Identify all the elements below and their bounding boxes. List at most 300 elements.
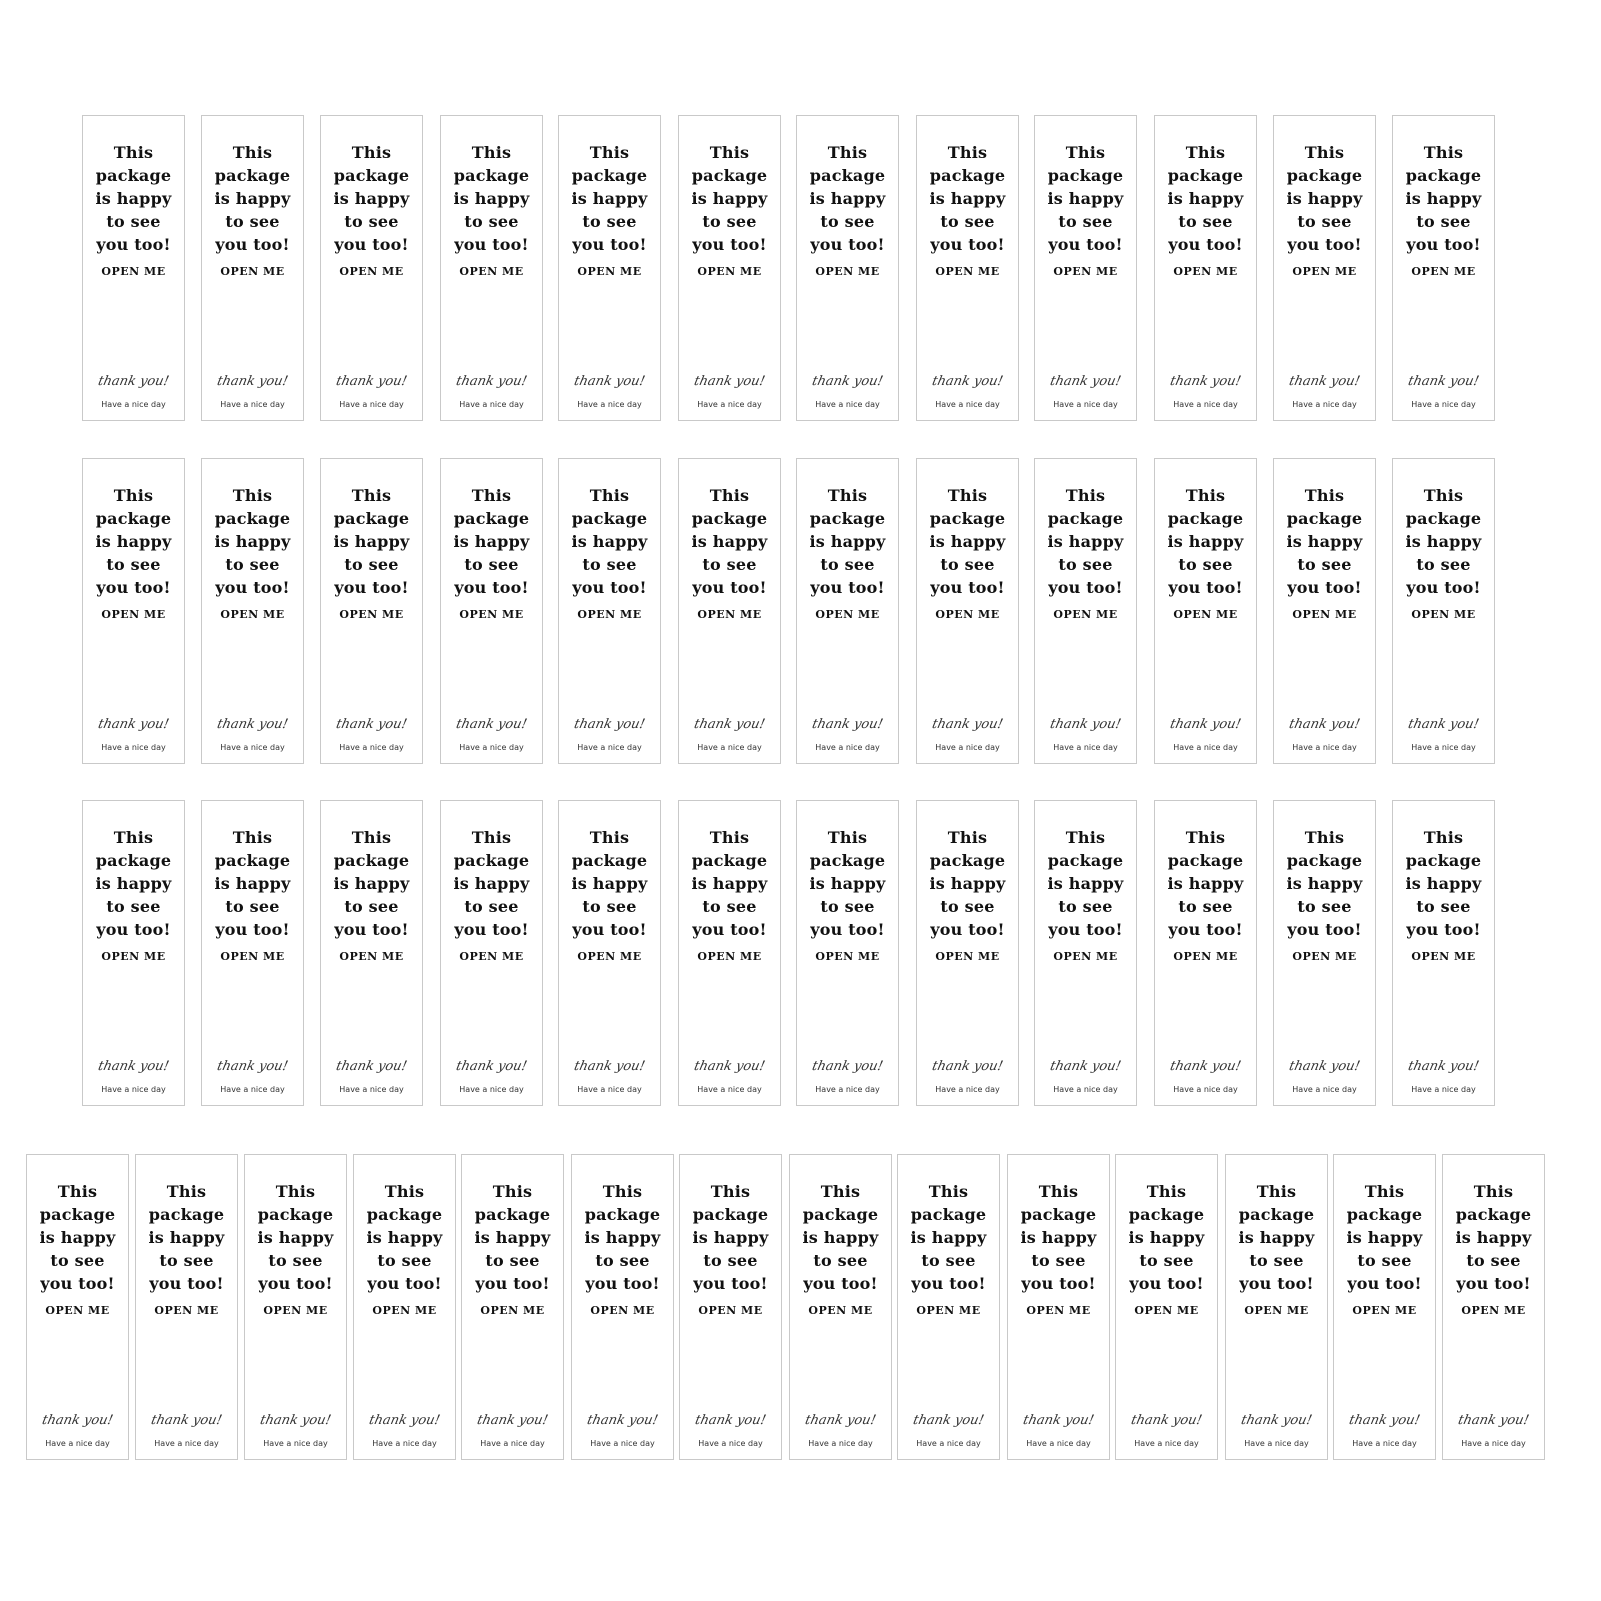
card-headline-line: to see: [344, 212, 399, 231]
card-headline: [572, 1180, 673, 1295]
card-headline-line: you too!: [1168, 578, 1243, 597]
gift-label-card: [201, 115, 304, 421]
card-open-me: OPEN ME: [459, 265, 524, 278]
card-headline-line: is happy: [691, 189, 768, 208]
card-have-a-nice-day: Have a nice day: [1411, 1085, 1476, 1094]
card-headline: [1393, 484, 1494, 599]
card-headline-line: to see: [225, 555, 280, 574]
card-open-me: OPEN ME: [220, 265, 285, 278]
card-thank-you-script: thank you!: [454, 717, 529, 732]
card-headline-line: This: [1423, 828, 1464, 847]
card-headline-line: you too!: [692, 920, 767, 939]
card-headline-line: to see: [702, 555, 757, 574]
card-headline-line: package: [584, 1205, 661, 1224]
gift-label-card: [82, 458, 185, 764]
card-headline-line: you too!: [810, 578, 885, 597]
card-thank-you-script: thank you!: [1048, 374, 1123, 389]
card-thank-you-script: thank you!: [215, 717, 290, 732]
card-have-a-nice-day: Have a nice day: [372, 1439, 437, 1448]
card-headline-line: This: [1185, 486, 1226, 505]
card-headline-line: This: [827, 143, 868, 162]
card-open-me: OPEN ME: [1173, 950, 1238, 963]
card-have-a-nice-day: Have a nice day: [577, 400, 642, 409]
card-headline-line: to see: [820, 555, 875, 574]
card-headline-line: you too!: [693, 1274, 768, 1293]
gift-label-card: [1154, 115, 1257, 421]
card-headline-line: to see: [464, 212, 519, 231]
card-headline-line: package: [929, 851, 1006, 870]
card-headline-line: package: [1286, 851, 1363, 870]
card-headline-line: package: [1167, 509, 1244, 528]
card-headline-line: is happy: [214, 874, 291, 893]
card-headline-line: is happy: [809, 874, 886, 893]
card-have-a-nice-day: Have a nice day: [916, 1439, 981, 1448]
card-have-a-nice-day: Have a nice day: [815, 743, 880, 752]
card-headline-line: package: [95, 166, 172, 185]
card-headline-line: is happy: [95, 874, 172, 893]
card-headline-line: to see: [940, 212, 995, 231]
gift-label-card: [916, 115, 1019, 421]
card-headline: [136, 1180, 237, 1295]
card-have-a-nice-day: Have a nice day: [815, 1085, 880, 1094]
card-headline-line: This: [1146, 1182, 1187, 1201]
card-headline-line: to see: [1178, 897, 1233, 916]
card-open-me: OPEN ME: [916, 1304, 981, 1317]
card-open-me: OPEN ME: [459, 950, 524, 963]
gift-label-card: [1392, 800, 1495, 1106]
card-open-me: OPEN ME: [220, 950, 285, 963]
card-open-me: OPEN ME: [698, 1304, 763, 1317]
card-thank-you-script: thank you!: [1048, 717, 1123, 732]
gift-label-card: [320, 458, 423, 764]
card-headline-line: This: [1423, 486, 1464, 505]
card-headline-line: you too!: [1129, 1274, 1204, 1293]
card-open-me: OPEN ME: [339, 608, 404, 621]
card-headline-line: is happy: [214, 189, 291, 208]
card-have-a-nice-day: Have a nice day: [101, 743, 166, 752]
card-headline-line: This: [1038, 1182, 1079, 1201]
card-thank-you-script: thank you!: [572, 717, 647, 732]
card-headline-line: to see: [702, 897, 757, 916]
gift-label-card: [440, 800, 543, 1106]
card-headline-line: package: [148, 1205, 225, 1224]
card-thank-you-script: thank you!: [215, 1059, 290, 1074]
card-headline: [1334, 1180, 1435, 1295]
card-have-a-nice-day: Have a nice day: [697, 743, 762, 752]
card-headline: [1035, 141, 1136, 256]
card-have-a-nice-day: Have a nice day: [1461, 1439, 1526, 1448]
card-headline-line: is happy: [1455, 1228, 1532, 1247]
card-headline: [1035, 484, 1136, 599]
card-have-a-nice-day: Have a nice day: [154, 1439, 219, 1448]
gift-label-card: [1034, 800, 1137, 1106]
card-have-a-nice-day: Have a nice day: [220, 1085, 285, 1094]
card-open-me: OPEN ME: [808, 1304, 873, 1317]
card-headline-line: to see: [464, 897, 519, 916]
card-headline-line: to see: [268, 1251, 323, 1270]
gift-label-card: [1273, 115, 1376, 421]
card-open-me: OPEN ME: [1053, 265, 1118, 278]
card-headline-line: This: [820, 1182, 861, 1201]
card-headline-line: This: [232, 828, 273, 847]
card-headline: [679, 826, 780, 941]
card-headline-line: you too!: [1168, 920, 1243, 939]
card-headline-line: is happy: [584, 1228, 661, 1247]
card-headline-line: you too!: [1347, 1274, 1422, 1293]
card-thank-you-script: thank you!: [215, 374, 290, 389]
gift-label-card: [1442, 1154, 1545, 1460]
card-have-a-nice-day: Have a nice day: [935, 400, 1000, 409]
card-open-me: OPEN ME: [1173, 608, 1238, 621]
gift-label-card: [201, 458, 304, 764]
card-headline-line: package: [910, 1205, 987, 1224]
card-headline-line: to see: [106, 555, 161, 574]
gift-label-card: [320, 115, 423, 421]
card-headline-line: is happy: [1286, 532, 1363, 551]
card-thank-you-script: thank you!: [96, 374, 171, 389]
card-headline-line: you too!: [1048, 920, 1123, 939]
card-have-a-nice-day: Have a nice day: [339, 743, 404, 752]
card-headline-line: This: [1364, 1182, 1405, 1201]
card-headline-line: package: [571, 509, 648, 528]
card-thank-you-script: thank you!: [149, 1413, 224, 1428]
card-thank-you-script: thank you!: [930, 374, 1005, 389]
card-headline-line: you too!: [930, 235, 1005, 254]
card-headline: [679, 141, 780, 256]
card-headline-line: This: [113, 486, 154, 505]
gift-label-card: [679, 1154, 782, 1460]
card-headline-line: is happy: [1405, 189, 1482, 208]
card-open-me: OPEN ME: [45, 1304, 110, 1317]
card-headline: [797, 484, 898, 599]
card-thank-you-script: thank you!: [1239, 1413, 1314, 1428]
card-headline-line: This: [384, 1182, 425, 1201]
card-open-me: OPEN ME: [101, 950, 166, 963]
card-have-a-nice-day: Have a nice day: [1292, 743, 1357, 752]
card-headline: [680, 1180, 781, 1295]
card-headline-line: This: [827, 828, 868, 847]
card-headline-line: is happy: [691, 532, 768, 551]
card-headline-line: you too!: [692, 235, 767, 254]
card-headline-line: package: [692, 1205, 769, 1224]
card-headline-line: This: [589, 143, 630, 162]
card-headline-line: package: [1405, 166, 1482, 185]
card-thank-you-script: thank you!: [454, 1059, 529, 1074]
card-open-me: OPEN ME: [1352, 1304, 1417, 1317]
gift-label-card: [678, 800, 781, 1106]
card-thank-you-script: thank you!: [692, 717, 767, 732]
card-headline-line: you too!: [215, 235, 290, 254]
gift-label-card: [1333, 1154, 1436, 1460]
card-have-a-nice-day: Have a nice day: [935, 1085, 1000, 1094]
card-open-me: OPEN ME: [935, 950, 1000, 963]
gift-label-card: [1273, 800, 1376, 1106]
card-thank-you-script: thank you!: [1347, 1413, 1422, 1428]
card-headline: [917, 826, 1018, 941]
card-open-me: OPEN ME: [101, 265, 166, 278]
card-headline: [1155, 141, 1256, 256]
card-have-a-nice-day: Have a nice day: [1173, 1085, 1238, 1094]
card-headline: [462, 1180, 563, 1295]
card-headline-line: This: [471, 143, 512, 162]
card-headline-line: is happy: [1238, 1228, 1315, 1247]
card-headline-line: you too!: [475, 1274, 550, 1293]
card-headline-line: to see: [1178, 555, 1233, 574]
gift-label-card: [1392, 115, 1495, 421]
card-headline-line: to see: [703, 1251, 758, 1270]
card-headline: [559, 484, 660, 599]
card-headline: [790, 1180, 891, 1295]
card-headline: [83, 826, 184, 941]
card-headline-line: This: [947, 143, 988, 162]
card-headline-line: package: [1128, 1205, 1205, 1224]
card-headline: [441, 141, 542, 256]
card-headline-line: is happy: [1047, 189, 1124, 208]
card-headline-line: This: [351, 828, 392, 847]
card-headline-line: is happy: [1286, 189, 1363, 208]
gift-label-card: [796, 800, 899, 1106]
card-thank-you-script: thank you!: [475, 1413, 550, 1428]
card-headline-line: package: [333, 166, 410, 185]
card-have-a-nice-day: Have a nice day: [577, 743, 642, 752]
card-open-me: OPEN ME: [577, 265, 642, 278]
card-headline-line: is happy: [333, 532, 410, 551]
card-open-me: OPEN ME: [459, 608, 524, 621]
card-headline-line: This: [947, 828, 988, 847]
card-headline-line: you too!: [810, 235, 885, 254]
card-have-a-nice-day: Have a nice day: [459, 743, 524, 752]
gift-label-card: [916, 458, 1019, 764]
card-thank-you-script: thank you!: [803, 1413, 878, 1428]
gift-label-card: [796, 458, 899, 764]
card-headline-line: This: [709, 486, 750, 505]
card-headline-line: This: [351, 486, 392, 505]
card-headline-line: is happy: [809, 532, 886, 551]
card-open-me: OPEN ME: [1292, 950, 1357, 963]
card-headline: [1274, 826, 1375, 941]
card-headline-line: you too!: [1021, 1274, 1096, 1293]
card-open-me: OPEN ME: [1292, 265, 1357, 278]
card-thank-you-script: thank you!: [367, 1413, 442, 1428]
card-headline-line: you too!: [803, 1274, 878, 1293]
card-headline-line: is happy: [148, 1228, 225, 1247]
card-headline-line: you too!: [1168, 235, 1243, 254]
card-thank-you-script: thank you!: [692, 374, 767, 389]
card-headline-line: package: [691, 166, 768, 185]
card-headline-line: you too!: [96, 578, 171, 597]
card-headline-line: is happy: [929, 874, 1006, 893]
card-headline-line: This: [589, 486, 630, 505]
card-thank-you-script: thank you!: [1456, 1413, 1531, 1428]
card-headline-line: to see: [702, 212, 757, 231]
card-have-a-nice-day: Have a nice day: [1053, 743, 1118, 752]
card-headline-line: you too!: [1406, 920, 1481, 939]
card-headline-line: to see: [106, 212, 161, 231]
card-headline-line: package: [474, 1205, 551, 1224]
card-headline-line: package: [214, 166, 291, 185]
card-have-a-nice-day: Have a nice day: [1244, 1439, 1309, 1448]
card-thank-you-script: thank you!: [1406, 1059, 1481, 1074]
gift-label-card: [1273, 458, 1376, 764]
card-headline-line: you too!: [572, 235, 647, 254]
card-have-a-nice-day: Have a nice day: [1173, 400, 1238, 409]
card-headline-line: you too!: [1287, 578, 1362, 597]
card-headline: [441, 484, 542, 599]
gift-label-card: [1007, 1154, 1110, 1460]
card-open-me: OPEN ME: [154, 1304, 219, 1317]
gift-label-card: [1115, 1154, 1218, 1460]
card-headline-line: is happy: [802, 1228, 879, 1247]
card-headline-line: package: [1405, 851, 1482, 870]
card-headline-line: to see: [50, 1251, 105, 1270]
card-headline: [202, 141, 303, 256]
card-headline-line: This: [57, 1182, 98, 1201]
card-headline-line: to see: [225, 897, 280, 916]
card-have-a-nice-day: Have a nice day: [45, 1439, 110, 1448]
card-have-a-nice-day: Have a nice day: [935, 743, 1000, 752]
card-headline: [1155, 826, 1256, 941]
card-headline-line: package: [453, 851, 530, 870]
gift-label-card: [1154, 458, 1257, 764]
card-have-a-nice-day: Have a nice day: [339, 400, 404, 409]
card-headline-line: you too!: [1456, 1274, 1531, 1293]
card-headline-line: to see: [159, 1251, 214, 1270]
gift-label-card: [440, 115, 543, 421]
card-headline-line: you too!: [1048, 578, 1123, 597]
card-headline: [202, 484, 303, 599]
gift-label-card: [82, 115, 185, 421]
card-headline-line: This: [351, 143, 392, 162]
card-have-a-nice-day: Have a nice day: [101, 400, 166, 409]
card-headline-line: is happy: [571, 532, 648, 551]
card-headline-line: to see: [582, 555, 637, 574]
card-thank-you-script: thank you!: [334, 1059, 409, 1074]
card-headline-line: This: [232, 486, 273, 505]
card-thank-you-script: thank you!: [692, 1059, 767, 1074]
card-headline-line: package: [1286, 509, 1363, 528]
card-headline-line: package: [1047, 509, 1124, 528]
card-open-me: OPEN ME: [1053, 608, 1118, 621]
card-headline-line: you too!: [930, 920, 1005, 939]
card-headline: [441, 826, 542, 941]
card-open-me: OPEN ME: [1244, 1304, 1309, 1317]
card-headline-line: you too!: [334, 578, 409, 597]
card-headline-line: package: [214, 851, 291, 870]
card-headline-line: to see: [921, 1251, 976, 1270]
card-headline: [1155, 484, 1256, 599]
card-headline-line: to see: [1058, 555, 1113, 574]
card-headline-line: package: [1455, 1205, 1532, 1224]
card-headline-line: package: [571, 166, 648, 185]
card-open-me: OPEN ME: [935, 608, 1000, 621]
gift-label-card: [558, 115, 661, 421]
card-thank-you-script: thank you!: [96, 1059, 171, 1074]
card-have-a-nice-day: Have a nice day: [263, 1439, 328, 1448]
card-have-a-nice-day: Have a nice day: [697, 400, 762, 409]
card-headline-line: package: [257, 1205, 334, 1224]
card-headline-line: to see: [595, 1251, 650, 1270]
card-headline-line: package: [1346, 1205, 1423, 1224]
card-headline-line: is happy: [95, 532, 172, 551]
card-headline: [1393, 141, 1494, 256]
card-open-me: OPEN ME: [220, 608, 285, 621]
card-headline: [797, 826, 898, 941]
card-headline-line: is happy: [366, 1228, 443, 1247]
card-headline-line: package: [929, 509, 1006, 528]
card-headline-line: is happy: [1167, 874, 1244, 893]
card-headline-line: package: [95, 509, 172, 528]
card-headline-line: to see: [1058, 212, 1113, 231]
card-headline-line: you too!: [1287, 235, 1362, 254]
gift-label-card: [353, 1154, 456, 1460]
card-headline-line: This: [113, 828, 154, 847]
card-headline-line: is happy: [333, 874, 410, 893]
gift-label-card: [1154, 800, 1257, 1106]
card-thank-you-script: thank you!: [1287, 717, 1362, 732]
card-headline-line: you too!: [215, 920, 290, 939]
card-headline: [1274, 141, 1375, 256]
card-headline: [321, 141, 422, 256]
card-headline-line: package: [214, 509, 291, 528]
card-headline-line: you too!: [215, 578, 290, 597]
card-open-me: OPEN ME: [697, 950, 762, 963]
card-headline-line: This: [602, 1182, 643, 1201]
card-open-me: OPEN ME: [480, 1304, 545, 1317]
card-headline-line: is happy: [39, 1228, 116, 1247]
card-thank-you-script: thank you!: [1406, 374, 1481, 389]
card-headline-line: to see: [582, 897, 637, 916]
card-thank-you-script: thank you!: [1287, 1059, 1362, 1074]
card-headline-line: is happy: [1047, 874, 1124, 893]
card-headline-line: to see: [820, 212, 875, 231]
card-open-me: OPEN ME: [372, 1304, 437, 1317]
card-thank-you-script: thank you!: [1048, 1059, 1123, 1074]
gift-label-card: [201, 800, 304, 1106]
card-headline-line: This: [1065, 486, 1106, 505]
card-headline-line: is happy: [910, 1228, 987, 1247]
card-headline-line: package: [95, 851, 172, 870]
card-open-me: OPEN ME: [1173, 265, 1238, 278]
card-headline-line: package: [809, 851, 886, 870]
card-headline: [1226, 1180, 1327, 1295]
card-open-me: OPEN ME: [697, 265, 762, 278]
card-headline-line: to see: [1416, 555, 1471, 574]
card-headline-line: This: [1185, 828, 1226, 847]
card-headline-line: you too!: [572, 920, 647, 939]
card-headline-line: to see: [344, 555, 399, 574]
card-headline-line: This: [1256, 1182, 1297, 1201]
card-headline-line: package: [1167, 851, 1244, 870]
card-headline-line: is happy: [809, 189, 886, 208]
card-headline-line: is happy: [474, 1228, 551, 1247]
card-headline: [321, 484, 422, 599]
card-headline-line: This: [166, 1182, 207, 1201]
card-headline-line: you too!: [149, 1274, 224, 1293]
card-headline-line: package: [809, 166, 886, 185]
gift-label-card: [916, 800, 1019, 1106]
gift-label-card: [440, 458, 543, 764]
card-headline-line: is happy: [1167, 189, 1244, 208]
card-headline-line: is happy: [1286, 874, 1363, 893]
card-open-me: OPEN ME: [1411, 950, 1476, 963]
card-open-me: OPEN ME: [1411, 608, 1476, 621]
card-have-a-nice-day: Have a nice day: [1292, 400, 1357, 409]
card-headline: [917, 484, 1018, 599]
gift-label-card: [789, 1154, 892, 1460]
card-thank-you-script: thank you!: [334, 374, 409, 389]
card-headline-line: package: [1405, 509, 1482, 528]
card-headline-line: This: [113, 143, 154, 162]
